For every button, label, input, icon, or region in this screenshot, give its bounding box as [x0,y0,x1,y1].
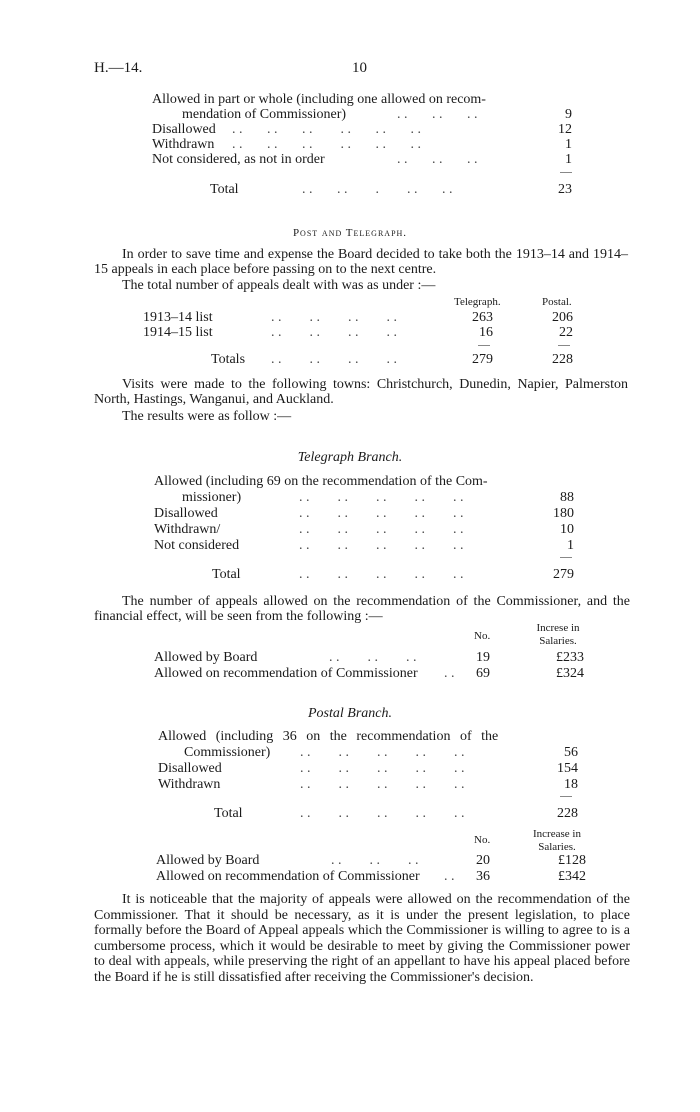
no-value: 36 [476,869,490,884]
row-value: 1 [567,538,574,553]
telegraph-total: 279 [472,352,493,367]
table-row: Disallowed . . . . . . . . . . . . 12 [152,122,572,137]
total-row: Totals . . . . . . . . 279 228 [211,352,573,367]
row-value: 180 [553,506,574,521]
total-value: 279 [553,567,574,582]
row-value: 1 [565,152,572,167]
table-row: missioner) . . . . . . . . . . 88 [182,490,574,505]
row-label: mendation of Commissioner) [182,107,347,122]
total-label: Totals [211,352,246,367]
row-label: Allowed in part or whole (including one allowed on recom- [152,92,486,107]
row-label: Allowed (including 69 on the recommendation of the Com- [154,474,488,489]
table-row: 1913–14 list . . . . . . . . 263 206 [143,310,573,325]
row-label: Withdrawn [152,137,215,152]
sum-rule [560,172,572,173]
postal-total: 228 [552,352,573,367]
postal-value: 206 [552,310,573,325]
page-number: 10 [352,60,367,76]
total-row: Total . . . . . . . . . . 279 [212,567,574,582]
row-label: Not considered, as not in order [152,152,325,167]
sum-rule [478,345,490,346]
row-label: Disallowed [152,122,216,137]
column-header-no: No. [474,630,491,642]
postal-value: 22 [559,325,573,340]
row-value: 1 [565,137,572,152]
column-header-postal: Postal. [542,296,572,308]
row-label: Allowed on recommendation of Commissioner [154,666,418,681]
increase-value: £342 [558,869,586,884]
paragraph: In order to save time and expense the Board decided to take both the 1913–14 and 1914–15 appeals in each place before passing on to the next centre. [94,247,628,278]
no-value: 69 [476,666,490,681]
row-label: Commissioner) [184,745,271,760]
no-value: 19 [476,650,490,665]
section-heading: Post and Telegraph. [292,227,408,239]
table-row: Allowed by Board . . . . . . 20 £128 [156,853,586,868]
table-row: Disallowed . . . . . . . . . . 180 [154,506,574,521]
increase-value: £233 [556,650,584,665]
subsection-heading: Telegraph Branch. [297,450,403,465]
row-value: 9 [565,107,572,122]
total-row: Total . . . . . . . . . . 228 [214,806,578,821]
no-value: 20 [476,853,490,868]
increase-value: £324 [556,666,584,681]
table-row [154,474,574,490]
total-value: 228 [557,806,578,821]
total-label: Total [210,182,239,197]
table-row: Allowed on recommendation of Commissioner . . 69 £324 [154,666,584,681]
row-label: Not considered [154,538,240,553]
row-label: Allowed on recommendation of Commissioner [156,869,420,884]
total-row: Total . . . . . . . . . 23 [210,182,572,197]
paragraph: The total number of appeals dealt with was as under :— [122,278,436,293]
subsection-heading: Postal Branch. [308,706,392,721]
telegraph-value: 16 [479,325,493,340]
sum-rule [560,796,572,797]
table-row: Withdrawn . . . . . . . . . . 18 [158,777,578,792]
closing-paragraph: It is noticeable that the majority of appeals were allowed on the recommendation of the Commissioner. That it should be necessary, as it is under the present legislation, to place formally before the Board of Appeal appeals which the Commissioner is willing to agree to is a cumbersome process, which it would be desirable to meet by giving the Commissioner power to deal with appeals, while preserving the right of an appellant to have his appeal placed before the Board if he is still dissatisfied after receiving the Commissioner's decision. [94,892,630,985]
row-label: 1914–15 list [143,325,213,340]
table-row: Allowed on recommendation of Commissioner . . 36 £342 [156,869,586,884]
paragraph: Visits were made to the following towns: Christchurch, Dunedin, Napier, Palmerston North, Hastings, Wanganui, and Auckland. [94,377,628,408]
table-row: 1914–15 list . . . . . . . . 16 22 [143,325,573,340]
row-value: 56 [564,745,578,760]
row-value: 12 [558,122,572,137]
row-label: Withdrawn/ [154,522,221,537]
telegraph-value: 263 [472,310,493,325]
table-row: Not considered . . . . . . . . . . 1 [154,538,574,553]
table-row: Withdrawn/ . . . . . . . . . . 10 [154,522,574,537]
table-row: Commissioner) . . . . . . . . . . 56 [184,745,578,760]
row-label: 1913–14 list [143,310,213,325]
column-header-telegraph: Telegraph. [454,296,501,308]
sum-rule [558,345,570,346]
row-value: 88 [560,490,574,505]
total-label: Total [212,567,241,582]
row-label: Allowed by Board [154,650,258,665]
column-header-increase: Increase in Salaries. [533,828,581,853]
row-label: Withdrawn [158,777,221,792]
table-row: mendation of Commissioner) . . . . . . 9 [182,107,572,122]
table-row: Withdrawn . . . . . . . . . . . . 1 [152,137,572,152]
row-label: Allowed by Board [156,853,260,868]
column-header-no: No. [474,834,491,846]
total-value: 23 [558,182,572,197]
column-header-increase: Increse in Salaries. [536,622,580,647]
table-row: Allowed by Board . . . . . . 19 £233 [154,650,584,665]
row-label: missioner) [182,490,242,505]
row-label: Disallowed [154,506,218,521]
sum-rule [560,557,572,558]
total-label: Total [214,806,243,821]
increase-value: £128 [558,853,586,868]
paragraph: The number of appeals allowed on the recommendation of the Commissioner, and the financial effect, will be seen from the following :— [94,594,630,625]
table-row [158,729,578,745]
document-reference: H.—14. [94,60,143,76]
row-label: Allowed (including 36 on the recommendation of the [158,729,499,744]
row-value: 18 [564,777,578,792]
table-row: Not considered, as not in order . . . . . . 1 [152,152,572,167]
row-value: 154 [557,761,578,776]
row-label: Disallowed [158,761,222,776]
table-row [152,92,572,108]
table-row: Disallowed . . . . . . . . . . 154 [158,761,578,776]
paragraph: The results were as follow :— [122,409,292,424]
row-value: 10 [560,522,574,537]
